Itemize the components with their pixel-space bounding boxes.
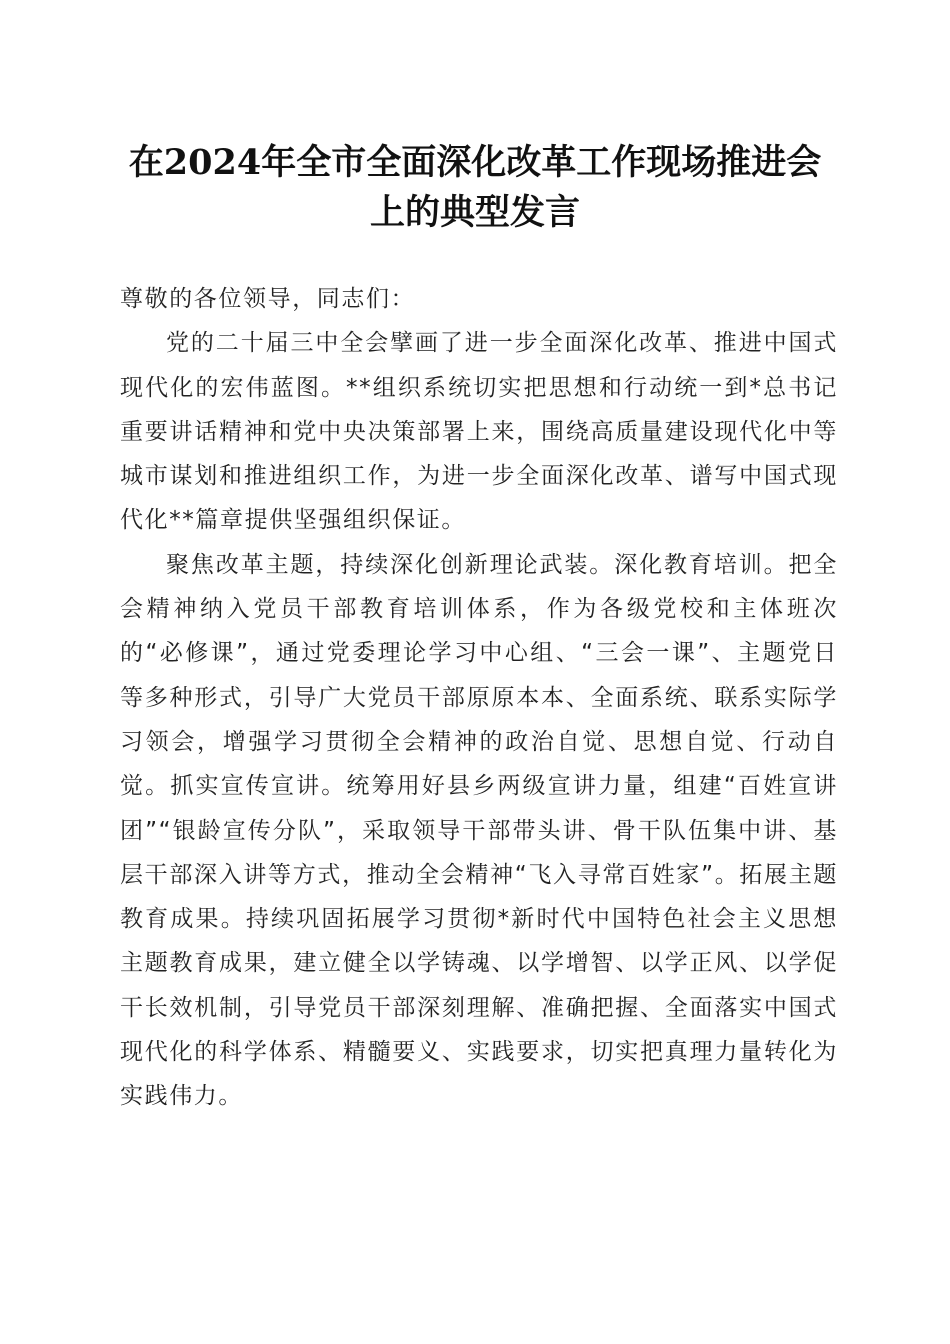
title-line-2: 上的典型发言 <box>369 192 580 233</box>
salutation: 尊敬的各位领导，同志们： <box>120 286 416 312</box>
document-body <box>120 277 838 1119</box>
paragraph-intro: 党的二十届三中全会擘画了进一步全面深化改革、推进中国式现代化的宏伟蓝图。**组织系统切实把思想和行动统一到*总书记重要讲话精神和党中央决策部署上来，围绕高质量建设现代化中等城市谋划和推进组织工作，为进一步全面深化改革、谱写中国式现代化**篇章提供坚强组织保证。 <box>120 330 838 534</box>
paragraph-theory-study: 聚焦改革主题，持续深化创新理论武装。深化教育培训。把全会精神纳入党员干部教育培训体系，作为各级党校和主体班次的“必修课”，通过党委理论学习中心组、“三会一课”、主题党日等多种形式，引导广大党员干部原原本本、全面系统、联系实际学习领会，增强学习贯彻全会精神的政治自觉、思想自觉、行动自觉。抓实宣传宣讲。统筹用好县乡两级宣讲力量，组建“百姓宣讲团”“银龄宣传分队”，采取领导干部带头讲、骨干队伍集中讲、基层干部深入讲等方式，推动全会精神“飞入寻常百姓家”。拓展主题教育成果。持续巩固拓展学习贯彻*新时代中国特色社会主义思想主题教育成果，建立健全以学铸魂、以学增智、以学正风、以学促干长效机制，引导党员干部深刻理解、准确把握、全面落实中国式现代化的科学体系、精髓要义、实践要求，切实把真理力量转化为实践伟力。 <box>120 551 838 1110</box>
document-title <box>100 138 850 238</box>
title-line-1: 在2024年全市全面深化改革工作现场推进会 <box>128 142 822 183</box>
